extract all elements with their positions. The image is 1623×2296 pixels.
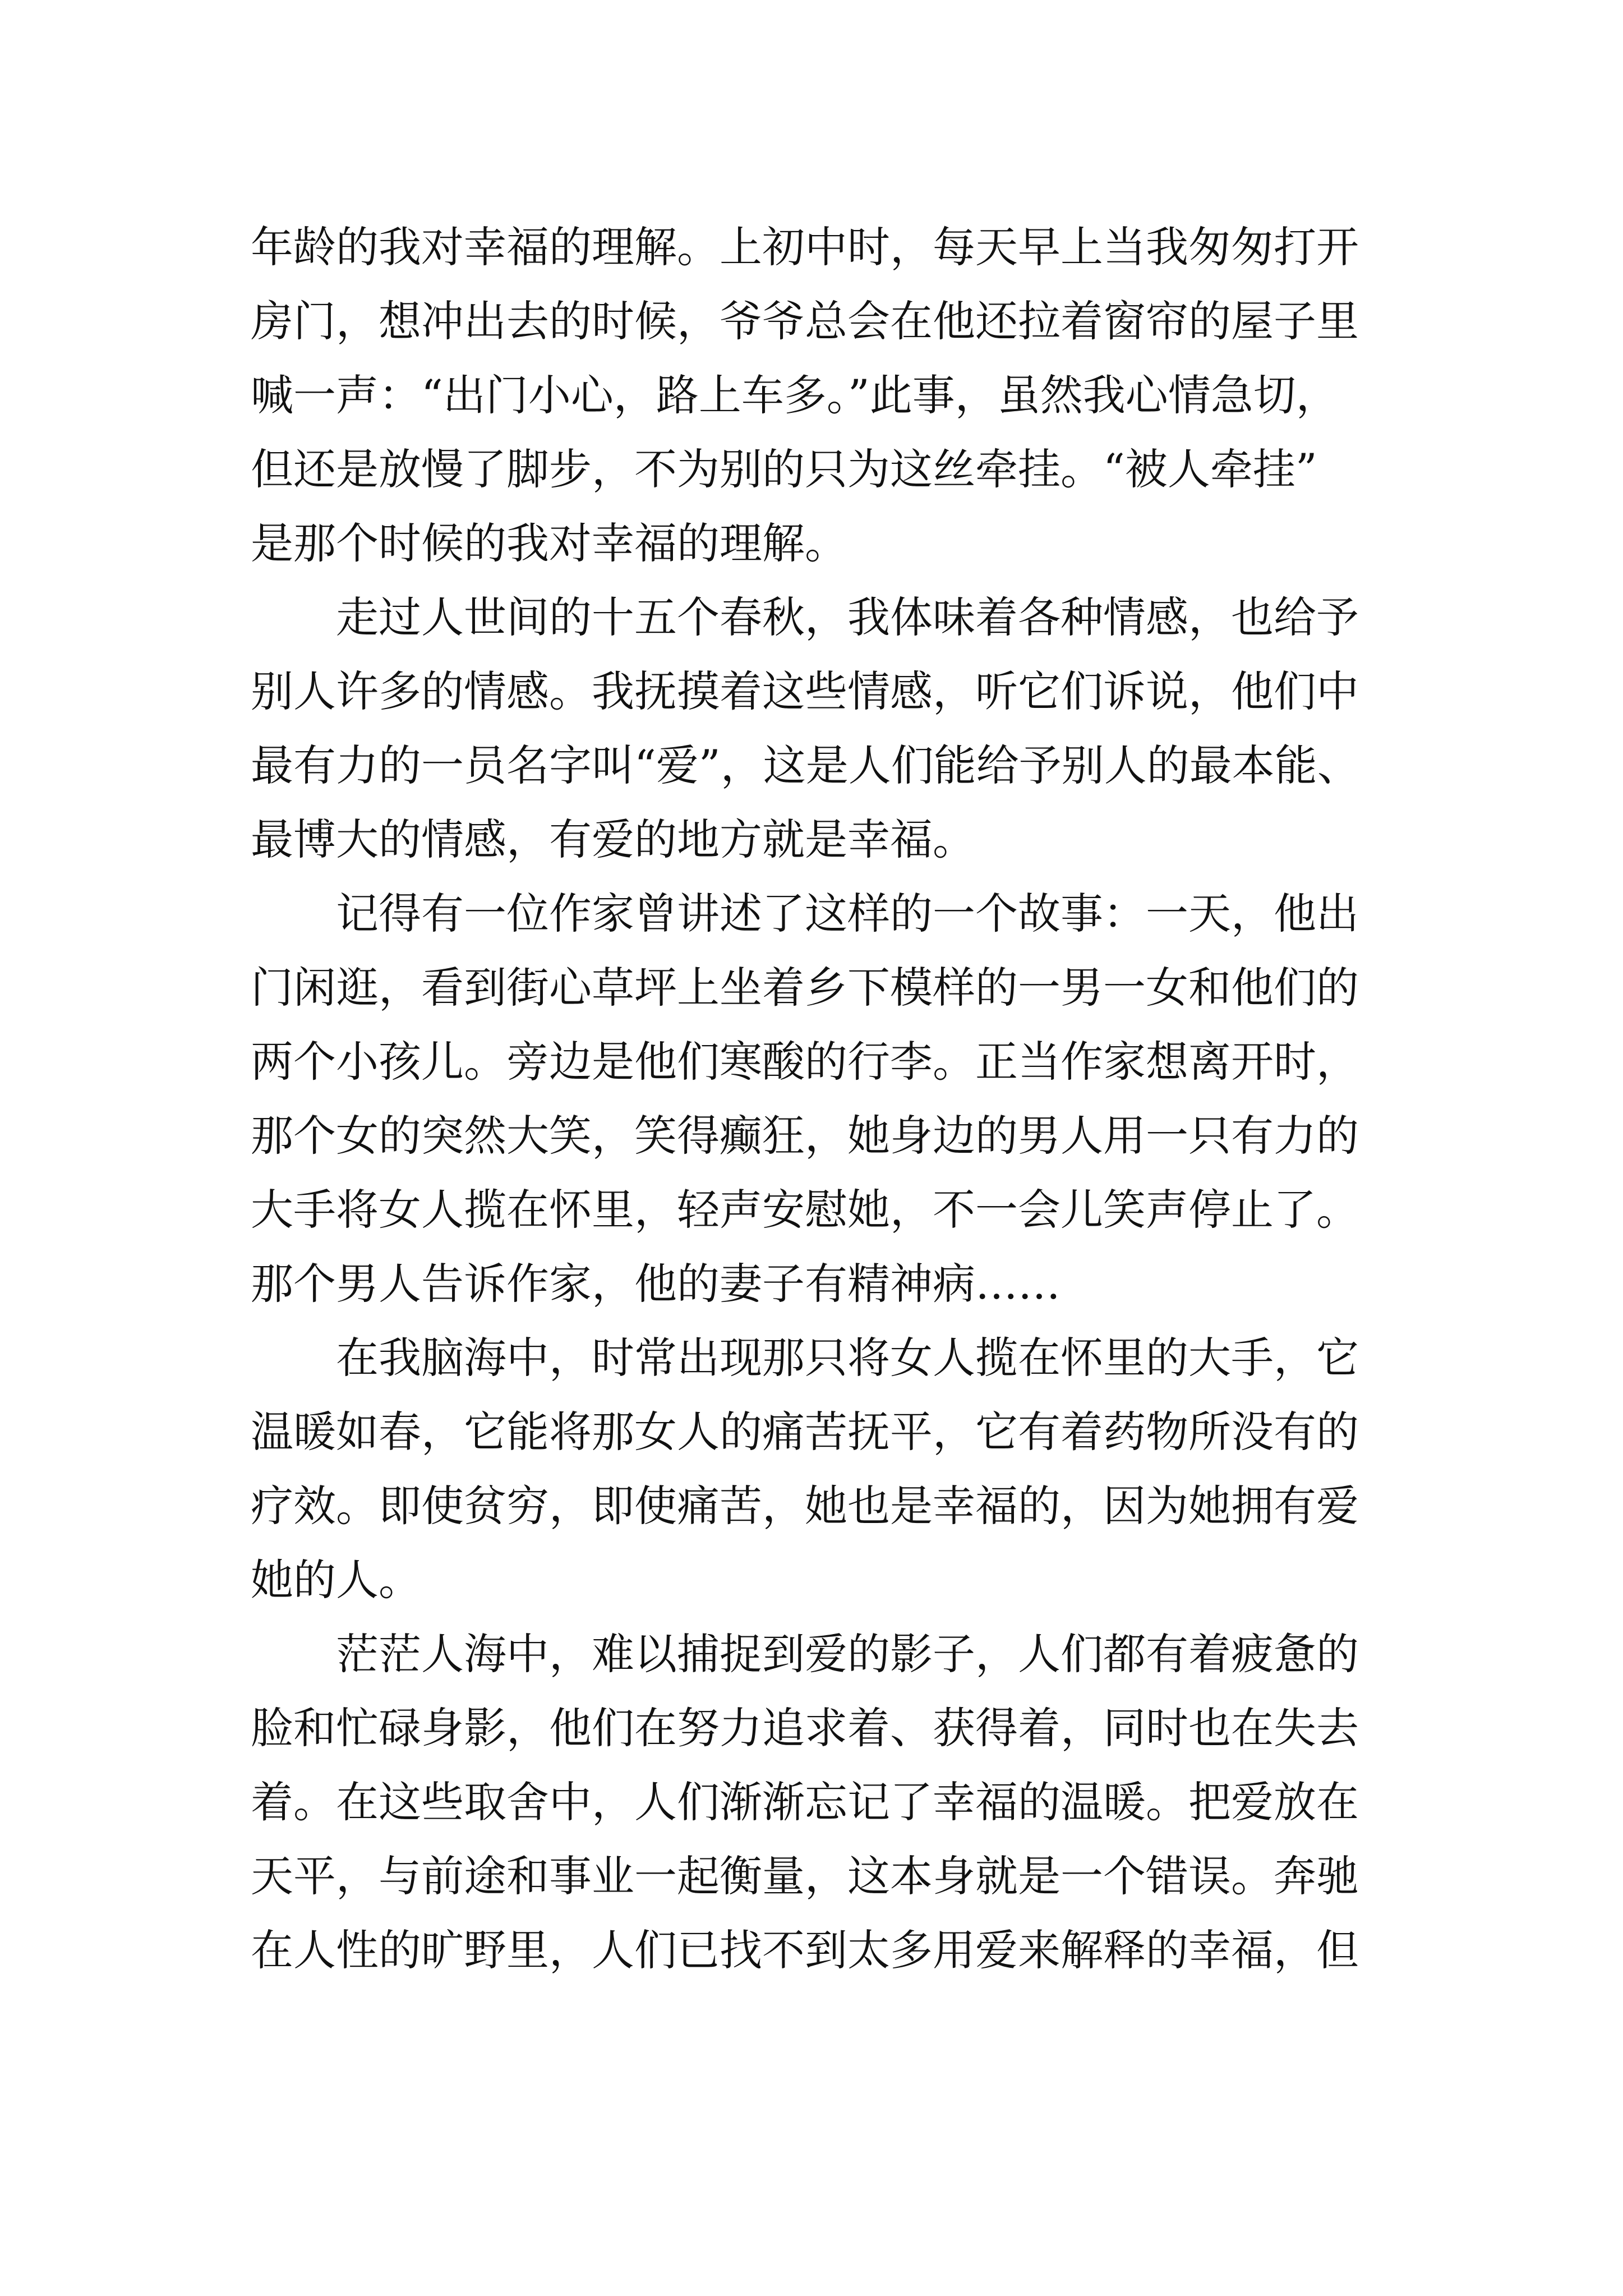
text-line: 走过人世间的十五个春秋，我体味着各种情感，也给予 — [251, 592, 1359, 642]
text-line: 门闲逛，看到街心草坪上坐着乡下模样的一男一女和他们的 — [251, 963, 1359, 1013]
text-line: 那个女的突然大笑，笑得癫狂，她身边的男人用一只有力的 — [251, 1111, 1359, 1161]
text-line: 记得有一位作家曾讲述了这样的一个故事：一天，他出 — [251, 889, 1359, 938]
text-line: 是那个时候的我对幸福的理解。 — [251, 518, 847, 568]
text-line: 她的人。 — [251, 1555, 421, 1605]
text-line: 温暖如春，它能将那女人的痛苦抚平，它有着药物所没有的 — [251, 1407, 1359, 1457]
essay-body — [251, 210, 1400, 1987]
text-line: 在我脑海中，时常出现那只将女人揽在怀里的大手，它 — [251, 1333, 1359, 1383]
text-line: 最有力的一员名字叫“爱”，这是人们能给予别人的最本能、 — [251, 740, 1360, 790]
text-line: 别人许多的情感。我抚摸着这些情感，听它们诉说，他们中 — [251, 666, 1359, 716]
text-line: 大手将女人揽在怀里，轻声安慰她，不一会儿笑声停止了。 — [251, 1185, 1359, 1235]
text-line: 着。在这些取舍中，人们渐渐忘记了幸福的温暖。把爱放在 — [251, 1777, 1359, 1827]
text-line: 喊一声：“出门小心，路上车多。”此事，虽然我心情急切， — [251, 370, 1339, 420]
text-line: 茫茫人海中，难以捕捉到爱的影子，人们都有着疲惫的 — [251, 1629, 1359, 1679]
text-line: 疗效。即使贫穷，即使痛苦，她也是幸福的，因为她拥有爱 — [251, 1481, 1359, 1531]
text-line: 年龄的我对幸福的理解。上初中时，每天早上当我匆匆打开 — [251, 222, 1359, 272]
text-line: 天平，与前途和事业一起衡量，这本身就是一个错误。奔驰 — [251, 1851, 1359, 1901]
text-line: 房门，想冲出去的时候，爷爷总会在他还拉着窗帘的屋子里 — [251, 296, 1359, 346]
text-line: 但还是放慢了脚步，不为别的只为这丝牵挂。“被人牵挂” — [251, 444, 1317, 494]
text-line: 两个小孩儿。旁边是他们寒酸的行李。正当作家想离开时， — [251, 1037, 1359, 1087]
text-line: 那个男人告诉作家，他的妻子有精神病…… — [251, 1259, 1061, 1309]
text-line: 最博大的情感，有爱的地方就是幸福。 — [251, 815, 975, 864]
text-line: 在人性的旷野里，人们已找不到太多用爱来解释的幸福，但 — [251, 1925, 1359, 1975]
text-line: 脸和忙碌身影，他们在努力追求着、获得着，同时也在失去 — [251, 1703, 1359, 1753]
